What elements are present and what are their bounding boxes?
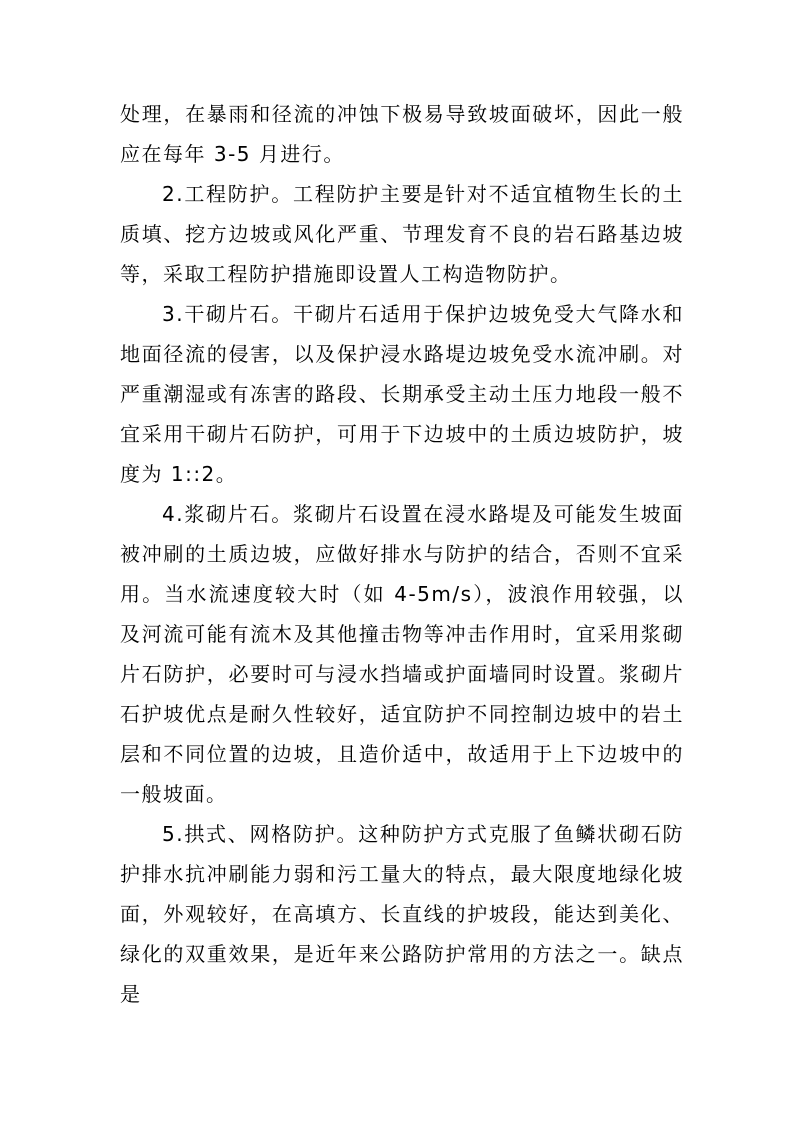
paragraph-continuation: 处理，在暴雨和径流的冲蚀下极易导致坡面破坏，因此一般应在每年 3-5 月进行。 <box>120 102 684 166</box>
paragraph-mortar-masonry: 4.浆砌片石。浆砌片石设置在浸水路堤及可能发生坡面被冲刷的土质边坡，应做好排水与防护的结合，否则不宜采用。当水流速度较大时（如 4-5m/s），波浪作用较强，以及河流可能有流木及其他撞击物等冲击作用时，宜采用浆砌片石防护，必要时可与浸水挡墙或护面墙同时设置。浆砌片石护坡优点是耐久性较好，适宜防护不同控制边坡中的岩土层和不同位置的边坡，且造价适中，故适用于上下边坡中的一般坡面。 <box>120 502 684 806</box>
paragraph-engineering-protection: 2.工程防护。工程防护主要是针对不适宜植物生长的土质填、挖方边坡或风化严重、节理发育不良的岩石路基边坡等，采取工程防护措施即设置人工构造物防护。 <box>120 182 684 286</box>
paragraph-dry-masonry: 3.干砌片石。干砌片石适用于保护边坡免受大气降水和地面径流的侵害，以及保护浸水路堤边坡免受水流冲刷。对严重潮湿或有冻害的路段、长期承受主动土压力地段一般不宜采用干砌片石防护，可用于下边坡中的土质边坡防护，坡度为 1::2。 <box>120 302 684 486</box>
paragraph-arch-grid-protection: 5.拱式、网格防护。这种防护方式克服了鱼鳞状砌石防护排水抗冲刷能力弱和污工量大的特点，最大限度地绿化坡面，外观较好，在高填方、长直线的护坡段，能达到美化、绿化的双重效果，是近年来公路防护常用的方法之一。缺点是 <box>120 822 684 1006</box>
